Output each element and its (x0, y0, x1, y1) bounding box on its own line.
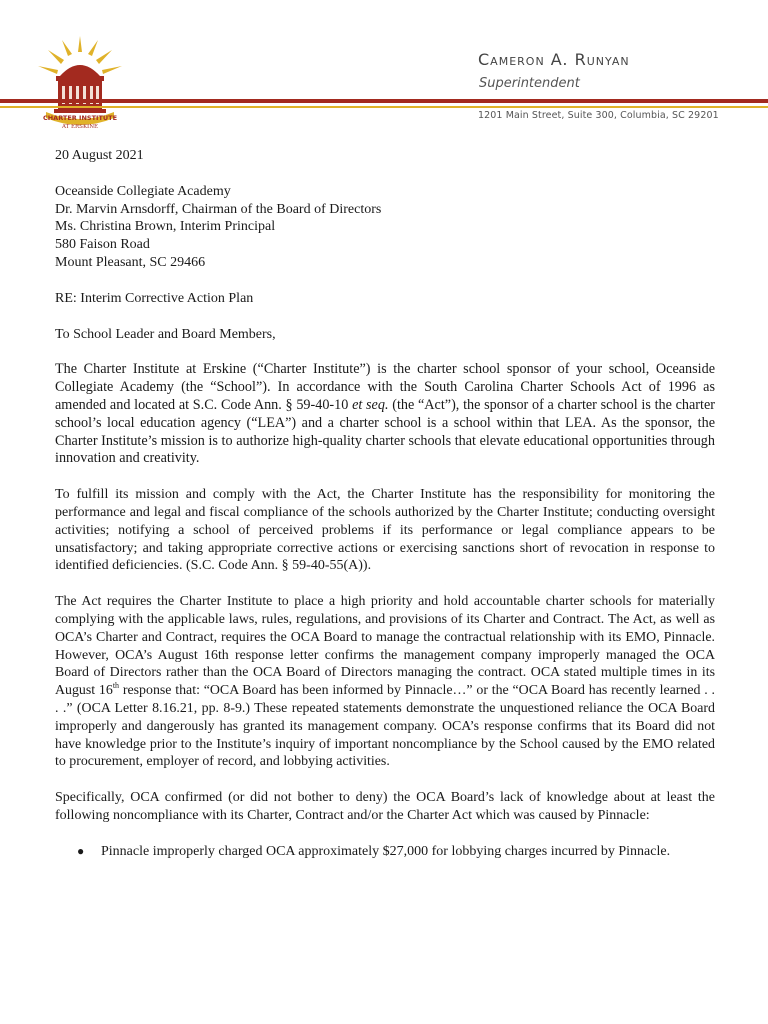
letterhead-rule-red (0, 99, 768, 103)
bullet-icon: ● (77, 843, 85, 858)
charter-institute-logo (32, 34, 128, 130)
letterhead-name: Cameron A. Runyan (478, 50, 630, 69)
logo-text: CHARTER INSTITUTE (42, 114, 118, 122)
paragraph-sponsor: The Charter Institute at Erskine (“Charter Institute”) is the charter school sponsor of your school, Oceanside Collegiate Academy (the “School”). In accordance with the South Carolina Charter Schools Act of 1996 as amended and located at S.C. Code Ann. § 59-40-10 et seq. (the “Act”), the sponsor of a charter school is the charter school’s local education agency (“LEA”) and a charter school is a school within that LEA. As the sponsor, the Charter Institute’s mission is to authorize high-quality charter schools that elevate educational opportunities through innovation and creativity. (55, 361, 716, 467)
recipient-line: Ms. Christina Brown, Interim Principal (55, 219, 276, 235)
letterhead-title: Superintendent (479, 76, 580, 91)
recipient-line: Dr. Marvin Arnsdorff, Chairman of the Board of Directors (55, 201, 382, 217)
list-item (77, 843, 715, 861)
letter-body (55, 147, 715, 861)
paragraph-accountability: The Act requires the Charter Institute to place a high priority and hold accountable charter schools for materially complying with the applicable laws, rules, regulations, and provisions of its Charter and Contract. The Act, as well as OCA’s Charter and Contract, requires the OCA Board to manage the contractual relationship with its EMO, Pinnacle. However, OCA’s August 16th response letter confirms the management company improperly managed the OCA Board of Directors rather than the OCA Board of Directors managing the contract. OCA stated multiple times in its August 16th response that: “OCA Board has been informed by Pinnacle…” or the “OCA Board has recently learned . . . .” (OCA Letter 8.16.21, pp. 8-9.) These repeated statements demonstrate the unquestioned reliance the OCA Board improperly and dangerously has granted its management company. OCA’s response confirms that its Board did not have knowledge prior to the Institute’s inquiry of important noncompliance by the School caused by the EMO related to procurement, employer of record, and lobbying activities. (55, 594, 716, 770)
paragraph-mission: To fulfill its mission and comply with the Act, the Charter Institute has the responsibility for monitoring the performance and legal and fiscal compliance of the schools authorized by the Charter Institute; conducting oversight activities; notifying a school of perceived problems if its performance or legal compliance appears to be unsatisfactory; and taking appropriate corrective actions or exercising sanctions short of revocation in response to identified deficiencies. (S.C. Code Ann. § 59-40-55(A)). (55, 487, 715, 574)
letterhead-rule-gold (0, 106, 768, 108)
salutation: To School Leader and Board Members, (55, 326, 276, 342)
recipient-line: Oceanside Collegiate Academy (55, 183, 231, 199)
logo-subtext: AT ERSKINE (61, 124, 99, 130)
subject-line: RE: Interim Corrective Action Plan (55, 290, 254, 306)
recipient-line: 580 Faison Road (55, 237, 150, 253)
recipient-block (55, 183, 715, 272)
bullet-text: Pinnacle improperly charged OCA approximately $27,000 for lobbying charges incurred by Pinnacle. (101, 843, 671, 859)
paragraph-noncompliance: Specifically, OCA confirmed (or did not bother to deny) the OCA Board’s lack of knowledge about at least the following noncompliance with its Charter, Contract and/or the Charter Act which was caused by Pinnacle: (55, 790, 715, 823)
recipient-line: Mount Pleasant, SC 29466 (55, 254, 206, 270)
letterhead-address: 1201 Main Street, Suite 300, Columbia, SC 29201 (478, 110, 719, 121)
letter-date: 20 August 2021 (55, 148, 144, 163)
